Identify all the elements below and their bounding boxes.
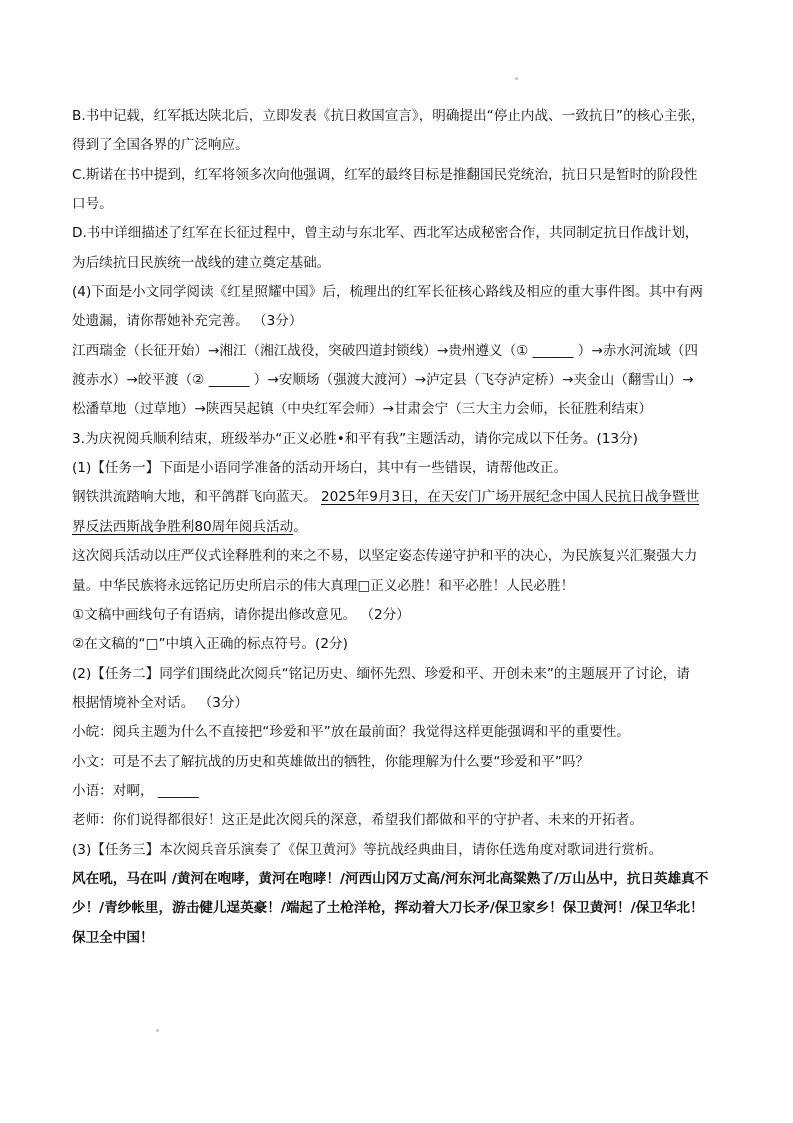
- line-text: 3.为庆祝阅兵顺利结束，班级举办“正义必胜•和平有我”主题活动，请你完成以下任务。(13分): [72, 430, 638, 447]
- line-text: 风在吼，马在叫 /黄河在咆哮，黄河在咆哮！/河西山冈万丈高/河东河北高粱熟了/万山丛中，抗日英雄真不: [72, 870, 709, 887]
- text-line: [72, 513, 727, 542]
- scan-speck: [156, 1029, 159, 1032]
- text-line: [72, 836, 727, 865]
- text-line: [72, 542, 727, 571]
- text-line: [72, 865, 727, 894]
- text-line: [72, 425, 727, 454]
- document-body: [72, 102, 727, 953]
- line-text: 渡赤水）→皎平渡（② ______ ）→安顺场（强渡大渡河）→泸定县（飞夺泸定桥）→夹金山（翻雪山）→: [72, 372, 694, 389]
- text-line: [72, 102, 727, 131]
- underlined-sentence: 2025年9月3日，在天安门广场开展纪念中国人民抗日战争暨世: [321, 489, 700, 506]
- line-text: 为后续抗日民族统一战线的建立奠定基础。: [72, 254, 331, 271]
- line-text: C.斯诺在书中提到，红军将领多次向他强调，红军的最终目标是推翻国民党统治，抗日只是暂时的阶段性: [72, 166, 698, 183]
- text-line: [72, 748, 727, 777]
- line-text: 小文：可是不去了解抗战的历史和英雄做出的牺牲，你能理解为什么要“珍爱和平”吗？: [72, 753, 590, 770]
- text-line: [72, 307, 727, 336]
- text-line: [72, 572, 727, 601]
- text-line: [72, 894, 727, 923]
- line-text: ①文稿中画线句子有语病，请你提出修改意见。 （2分）: [72, 606, 410, 623]
- text-line: [72, 454, 727, 483]
- line-text: 这次阅兵活动以庄严仪式诠释胜利的来之不易，以坚定姿态传递守护和平的决心，为民族复兴汇聚强大力: [72, 548, 698, 565]
- text-line: [72, 630, 727, 659]
- line-text: 处遗漏，请你帮她补充完善。 （3分）: [72, 313, 303, 330]
- text-line: [72, 366, 727, 395]
- line-text: 少！/青纱帐里，游击健儿逞英豪！/端起了土枪洋枪，挥动着大刀长矛/保卫家乡！保卫黄河！/保卫华北！: [72, 900, 704, 917]
- line-text: 江西瑞金（长征开始）→湘江（湘江战役，突破四道封锁线）→贵州遵义（① ______ ）→赤水河流域（四: [72, 342, 698, 359]
- text-line: [72, 718, 727, 747]
- text-line: [72, 660, 727, 689]
- text-line: [72, 924, 727, 953]
- scan-speck: [515, 77, 518, 80]
- line-text: (1)【任务一】下面是小语同学准备的活动开场白，其中有一些错误，请帮他改正。: [72, 460, 568, 477]
- line-text: 得到了全国各界的广泛响应。: [72, 137, 249, 154]
- text-line: [72, 161, 727, 190]
- line-text: (4)下面是小文同学阅读《红星照耀中国》后，梳理出的红军长征核心路线及相应的重大事件图。其中有两: [72, 284, 703, 301]
- line-text: 钢铁洪流踏响大地，和平鸽群飞向蓝天。: [72, 489, 322, 506]
- line-text: (2)【任务二】同学们围绕此次阅兵“铭记历史、缅怀先烈、珍爱和平、开创未来”的主题展开了讨论，请: [72, 665, 690, 682]
- line-text: 老师：你们说得都很好！这正是此次阅兵的深意，希望我们都做和平的守护者、未来的开拓者。: [72, 812, 643, 829]
- line-text: ②在文稿的“□”中填入正确的标点符号。(2分): [72, 636, 348, 653]
- text-line: [72, 806, 727, 835]
- line-text: 松潘草地（过草地）→陕西吴起镇（中央红军会师）→甘肃会宁（三大主力会师，长征胜利结束）: [72, 401, 653, 418]
- line-text-tail: 。: [293, 518, 307, 535]
- line-text: B.书中记载，红军抵达陕北后，立即发表《抗日救国宣言》，明确提出“停止内战、一致抗日”的核心主张，: [72, 108, 705, 124]
- line-text: 保卫全中国！: [72, 929, 154, 946]
- line-text: 小语：对啊， ______: [72, 782, 199, 799]
- text-line: [72, 777, 727, 806]
- line-text: 口号。: [72, 196, 113, 213]
- text-line: [72, 278, 727, 307]
- line-text: 量。中华民族将永远铭记历史所启示的伟大真理□正义必胜！和平必胜！人民必胜！: [72, 577, 575, 594]
- text-line: [72, 219, 727, 248]
- text-line: [72, 249, 727, 278]
- text-line: [72, 395, 727, 424]
- line-text: 根据情境补全对话。 （3分）: [72, 694, 249, 711]
- text-line: [72, 337, 727, 366]
- line-text: D.书中详细描述了红军在长征过程中，曾主动与东北军、西北军达成秘密合作，共同制定抗日作战计划，: [72, 225, 699, 242]
- line-text: (3)【任务三】本次阅兵音乐演奏了《保卫黄河》等抗战经典曲目，请你任选角度对歌词进行赏析。: [72, 841, 663, 858]
- line-text: 小皖：阅兵主题为什么不直接把“珍爱和平”放在最前面？我觉得这样更能强调和平的重要性。: [72, 724, 630, 741]
- text-line: [72, 190, 727, 219]
- text-line: [72, 131, 727, 160]
- text-line: [72, 689, 727, 718]
- text-line: [72, 601, 727, 630]
- text-line: [72, 483, 727, 512]
- underlined-sentence: 界反法西斯战争胜利80周年阅兵活动: [72, 518, 294, 535]
